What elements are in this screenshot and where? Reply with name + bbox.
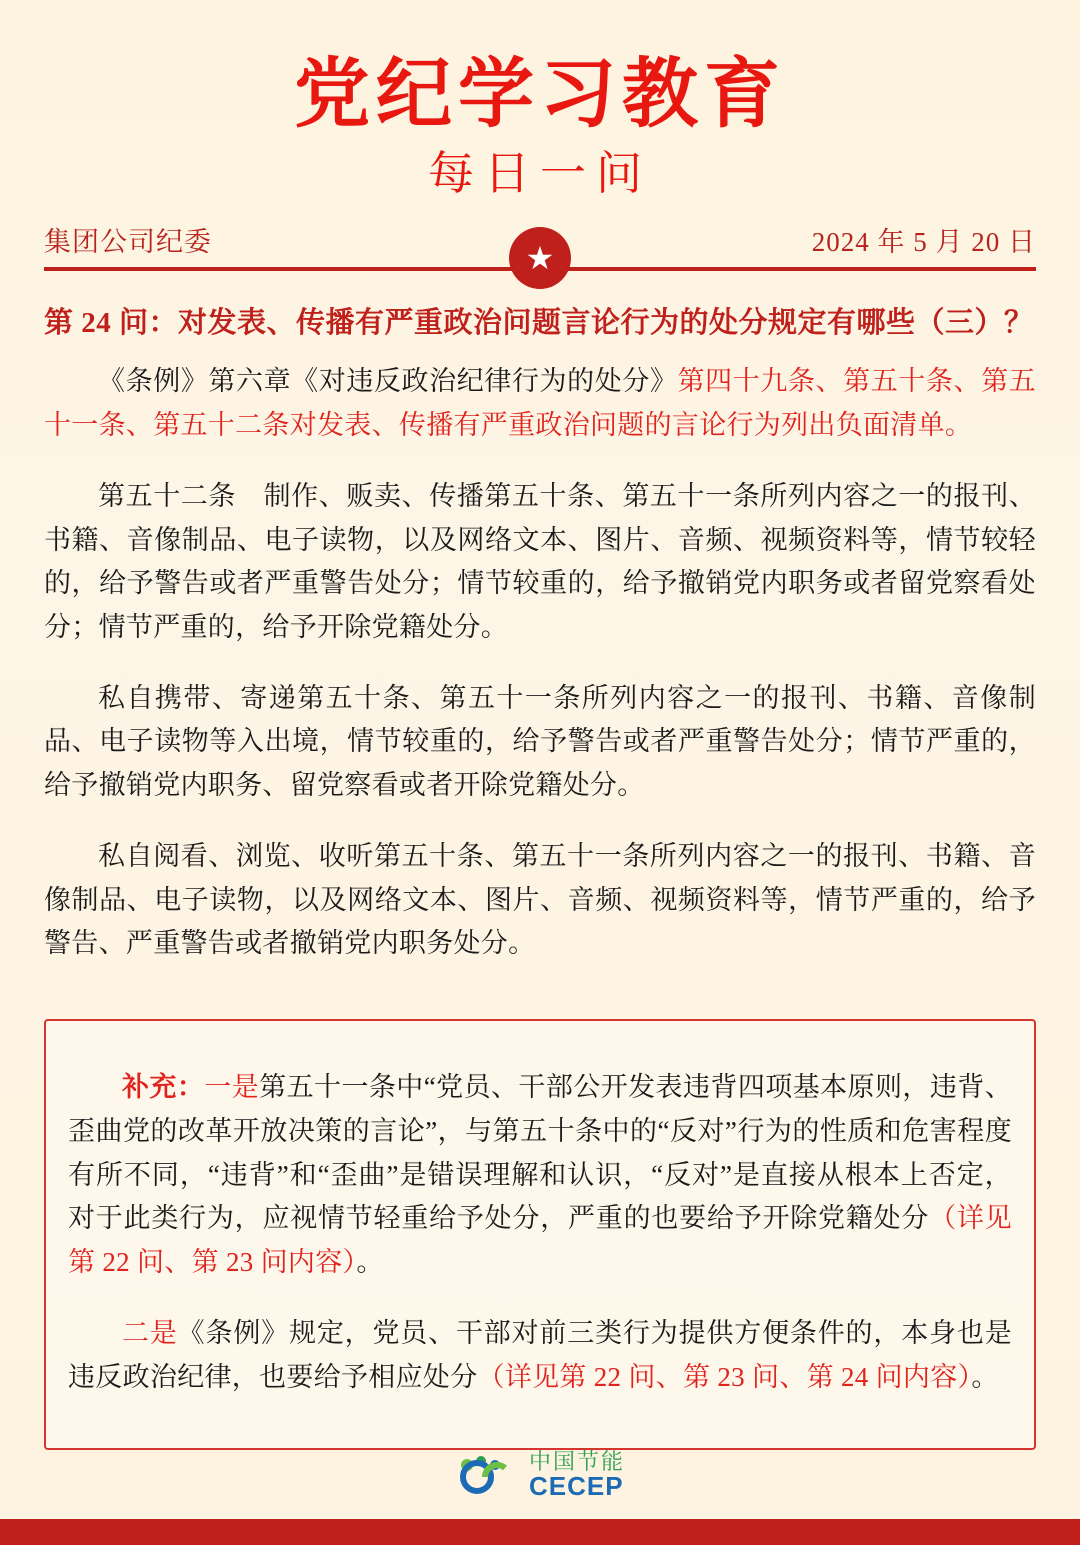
supplement-box <box>44 1019 1036 1450</box>
question-text: ：对发表、传播有严重政治问题言论行为的处分规定有哪些（三）？ <box>148 307 1034 340</box>
title-block <box>0 0 1080 198</box>
paragraph-1-red: 第四十九条、第五十条、第五十一条、第五十二条对发表、传播有严重政治问题的言论行为列出负面清单。 <box>44 366 1036 441</box>
paragraph-1-black: 《条例》第六章《对违反政治纪律行为的处分》 <box>98 366 678 397</box>
cecep-logo-icon <box>455 1453 517 1497</box>
supplement-item-2 <box>68 1312 1012 1399</box>
content-block <box>44 301 1036 993</box>
brand-name-en: CECEP <box>528 1471 624 1502</box>
supplement-item-1-body: 第五十一条中“党员、干部公开发表违背四项基本原则，违背、歪曲党的改革开放决策的言论”，与第五十条中的“反对”行为的性质和危害程度有所不同，“违背”和“歪曲”是错误理解和认识，“反对”是直接从根本上否定，对于此类行为，应视情节轻重给予处分，严重的也要给予开除党籍处分 <box>68 1072 1012 1234</box>
meta-row <box>44 220 1036 277</box>
supplement-label: 补充： <box>122 1072 205 1103</box>
paragraph-2: 第五十二条 制作、贩卖、传播第五十条、第五十一条所列内容之一的报刊、书籍、音像制品、电子读物，以及网络文本、图片、音频、视频资料等，情节较轻的，给予警告或者严重警告处分；情节较重的，给予撤销党内职务或者留党察看处分；情节严重的，给予开除党籍处分。 <box>44 480 1036 642</box>
page-title: 党纪学习教育 <box>294 49 786 138</box>
supplement-item-1-end: 。 <box>356 1247 384 1278</box>
page-subtitle: 每日一问 <box>428 145 652 200</box>
supplement-item-2-end: 。 <box>971 1361 999 1392</box>
paragraph-3: 私自携带、寄递第五十条、第五十一条所列内容之一的报刊、书籍、音像制品、电子读物等入出境，情节较重的，给予警告或者严重警告处分；情节严重的，给予撤销党内职务、留党察看或者开除党籍处分。 <box>44 682 1036 801</box>
question-heading <box>44 301 1036 346</box>
bottom-bar <box>0 1519 1080 1545</box>
issue-date: 2024 年 5 月 20 日 <box>811 227 1036 258</box>
supplement-item-2-lead: 二是 <box>122 1317 178 1348</box>
paragraph-4: 私自阅看、浏览、收听第五十条、第五十一条所列内容之一的报刊、书籍、音像制品、电子读物，以及网络文本、图片、音频、视频资料等，情节严重的，给予警告、严重警告或者撤销党内职务处分。 <box>44 840 1036 959</box>
brand-text <box>529 1450 625 1500</box>
question-number: 第 24 问 <box>44 307 149 340</box>
supplement-item-1 <box>68 1066 1012 1285</box>
footer <box>0 1450 1080 1544</box>
supplement-item-2-reference: （详见第 22 问、第 23 问、第 24 问内容） <box>477 1361 972 1392</box>
brand-logo <box>455 1450 625 1518</box>
paragraph-1 <box>44 360 1036 447</box>
supplement-item-2-body: 《条例》规定，党员、干部对前三类行为提供方便条件的，本身也是违反政治纪律，也要给予相应处分 <box>68 1317 1013 1392</box>
brand-name-cn: 中国节能 <box>528 1449 625 1475</box>
supplement-item-1-reference: （详见第 22 问、第 23 问内容） <box>68 1203 1012 1278</box>
star-icon: ★ <box>509 227 571 289</box>
supplement-item-1-lead: 一是 <box>204 1072 260 1103</box>
issuer-label: 集团公司纪委 <box>44 227 212 258</box>
